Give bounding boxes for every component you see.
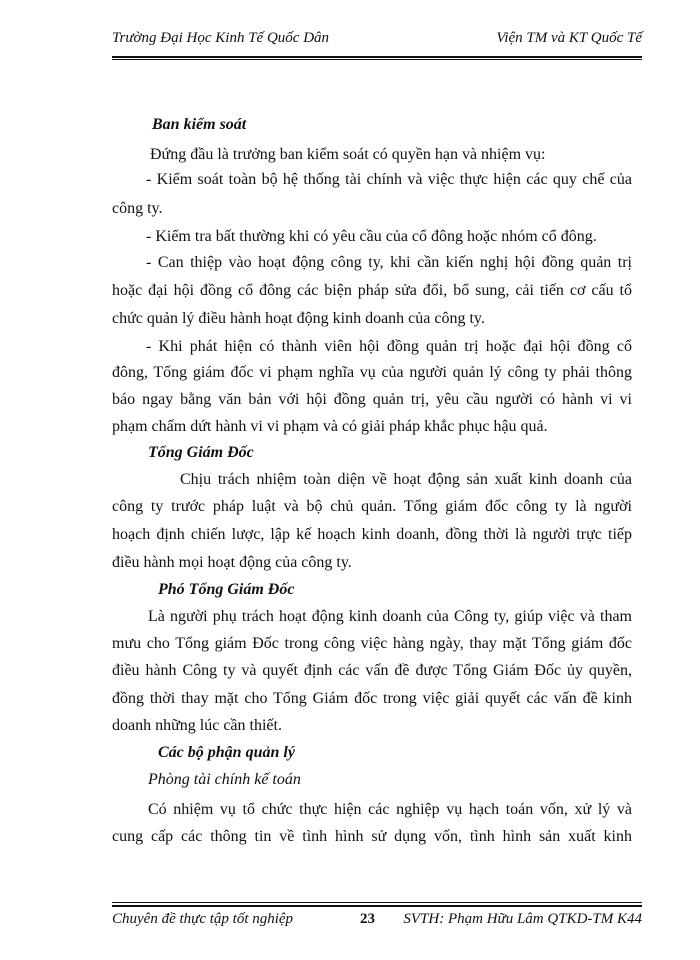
paragraph-line: công ty. [112, 200, 163, 217]
paragraph-line: đông, Tổng giám đốc vi phạm nghĩa vụ của người quản lý công ty phải thông [112, 364, 632, 381]
paragraph-line: - Kiểm tra bất thường khi có yêu cầu của cổ đông hoặc nhóm cổ đông. [146, 228, 597, 245]
header-rule [112, 56, 642, 58]
paragraph-line: - Khi phát hiện có thành viên hội đồng quản trị hoặc đại hội đồng cổ [146, 338, 632, 355]
paragraph-line: phạm chấm dứt hành vi vi phạm và có giải pháp khắc phục hậu quả. [112, 418, 548, 435]
paragraph-line: Đứng đầu là trưởng ban kiểm soát có quyền hạn và nhiệm vụ: [150, 146, 546, 163]
paragraph-line: - Can thiệp vào hoạt động công ty, khi cần kiến nghị hội đồng quản trị [146, 254, 632, 271]
footer-rule [112, 905, 642, 907]
page-number: 23 [360, 911, 375, 927]
subsection-heading-phong-tai-chinh: Phòng tài chính kế toán [148, 771, 301, 788]
paragraph-line: cung cấp các thông tin về tình hình sử dụng vốn, tình hình sản xuất kinh [112, 828, 632, 845]
paragraph-line: chức quản lý điều hành hoạt động kinh doanh của công ty. [112, 310, 485, 327]
paragraph-line: Là người phụ trách hoạt động kinh doanh của Công ty, giúp việc và tham [148, 608, 632, 625]
header-institute: Viện TM và KT Quốc Tế [496, 30, 642, 46]
header-university: Trường Đại Học Kinh Tế Quốc Dân [112, 30, 330, 46]
paragraph-line: công ty trước pháp luật và bộ chủ quản. Tổng giám đốc công ty là người [112, 498, 632, 515]
section-heading-pho-tong-giam-doc: Phó Tổng Giám Đốc [158, 581, 295, 598]
paragraph-line: - Kiểm soát toàn bộ hệ thống tài chính và việc thực hiện các quy chế của [146, 171, 632, 188]
paragraph-line: mưu cho Tổng giám Đốc trong công việc hàng ngày, thay mặt Tổng giám đốc [112, 635, 632, 652]
paragraph-line: báo ngay bằng văn bản với hội đồng quản trị, yêu cầu người có hành vi vi [112, 391, 632, 408]
paragraph-line: Chịu trách nhiệm toàn diện về hoạt động sản xuất kinh doanh của [180, 471, 632, 488]
header-rule-thin [112, 59, 642, 60]
page-footer [112, 911, 642, 933]
paragraph-line: đồng thời thay mặt cho Tổng Giám đốc trong việc giải quyết các vấn đề kinh [112, 690, 632, 707]
page-header [112, 30, 642, 52]
paragraph-line: điều hành Công ty và quyết định các vấn đề được Tổng Giám Đốc ủy quyền, [112, 662, 632, 679]
paragraph-line: hoặc đại hội đồng cổ đông các biện pháp sửa đổi, bổ sung, cải tiến cơ cấu tổ [112, 282, 632, 299]
paragraph-line: doanh những lúc cần thiết. [112, 717, 282, 734]
paragraph-line: Có nhiệm vụ tổ chức thực hiện các nghiệp vụ hạch toán vốn, xử lý và [148, 801, 632, 818]
footer-rule-thin [112, 902, 642, 903]
paragraph-line: hoạch định chiến lược, lập kế hoạch kinh doanh, đồng thời là người trực tiếp [112, 526, 632, 543]
footer-title: Chuyên đề thực tập tốt nghiệp [112, 911, 294, 927]
footer-author: SVTH: Phạm Hữu Lâm QTKD-TM K44 [403, 911, 642, 927]
paragraph-line: điều hành mọi hoạt động của công ty. [112, 554, 352, 571]
section-heading-cac-bo-phan-quan-ly: Các bộ phận quản lý [158, 744, 295, 761]
section-heading-tong-giam-doc: Tổng Giám Đốc [148, 444, 254, 461]
section-heading-ban-kiem-soat: Ban kiểm soát [152, 116, 247, 133]
